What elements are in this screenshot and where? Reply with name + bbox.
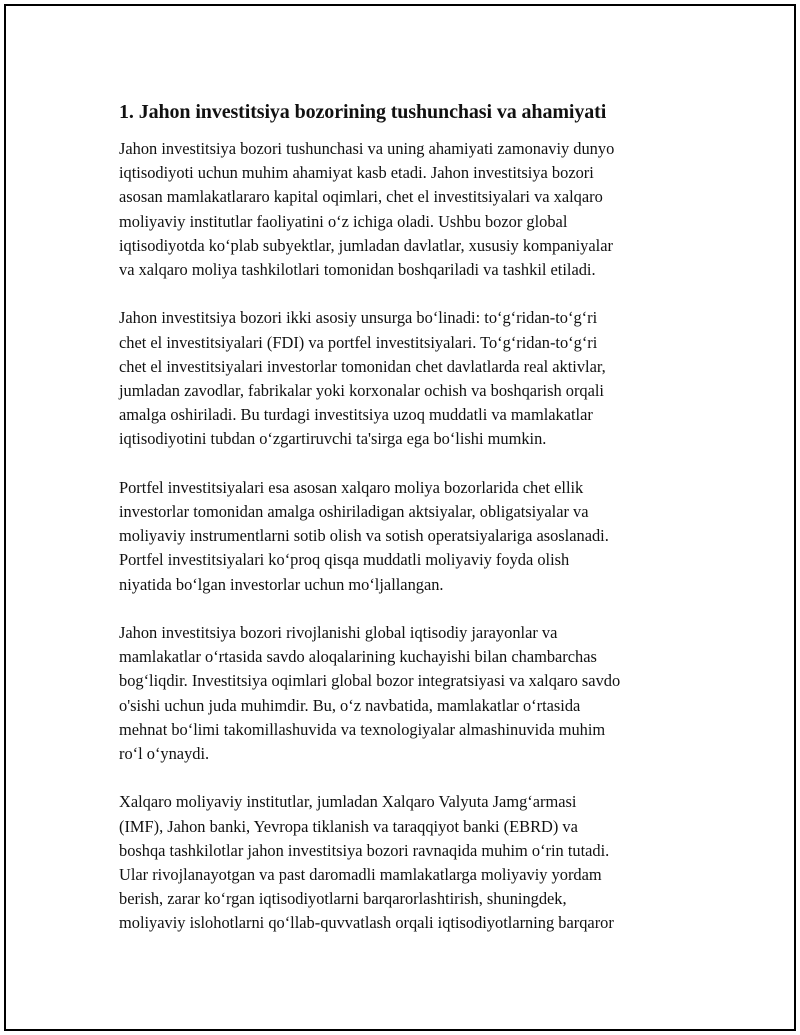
paragraph-1: Jahon investitsiya bozori tushunchasi va uning ahamiyati zamonaviy dunyo iqtisodiyoti uchun muhim ahamiyat kasb etadi. Jahon investitsiya bozori asosan mamlakatlararo kapital oqimlari, chet el investitsiyalari va xalqaro moliyaviy institutlar faoliyatini o‘z ichiga oladi. Ushbu bozor global iqtisodiyotda ko‘plab subyektlar, jumladan davlatlar, xususiy kompaniyalar va xalqaro moliya tashkilotlari tomonidan boshqariladi va tashkil etiladi.: [119, 139, 615, 280]
paragraph-5: Xalqaro moliyaviy institutlar, jumladan Xalqaro Valyuta Jamg‘armasi (IMF), Jahon banki, Yevropa tiklanish va taraqqiyot banki (EBRD) va boshqa tashkilotlar jahon investitsiya bozori ravnaqida muhim o‘rin tutadi. Ular rivojlanayotgan va past daromadli mamlakatlarga moliyaviy yordam berish, zarar ko‘rgan iqtisodiyotlarni barqarorlashtirish, shuningdek, moliyaviy islohotlarni qo‘llab-quvvatlash orqali iqtisodiyotlarning barqaror: [119, 792, 614, 933]
paragraph-4: Jahon investitsiya bozori rivojlanishi global iqtisodiy jarayonlar va mamlakatlar o‘rtasida savdo aloqalarining kuchayishi bilan chambarchas bog‘liqdir. Investitsiya oqimlari global bozor integratsiyasi va xalqaro savdo o'sishi uchun juda muhimdir. Bu, o‘z navbatida, mamlakatlar o‘rtasida mehnat bo‘limi takomillashuvida va texnologiyalar almashinuvida muhim ro‘l o‘ynaydi.: [119, 623, 621, 764]
paragraph-2: Jahon investitsiya bozori ikki asosiy unsurga bo‘linadi: to‘g‘ridan-to‘g‘ri chet el investitsiyalari (FDI) va portfel investitsiyalari. To‘g‘ridan-to‘g‘ri chet el investitsiyalari investorlar tomonidan chet davlatlarda real aktivlar, jumladan zavodlar, fabrikalar yoki korxonalar ochish va boshqarish orqali amalga oshiriladi. Bu turdagi investitsiya uzoq muddatli va mamlakatlar iqtisodiyotini tubdan o‘zgartiruvchi ta'sirga ega bo‘lishi mumkin.: [119, 308, 606, 449]
section-title: 1. Jahon investitsiya bozorining tushunchasi va ahamiyati: [119, 101, 607, 123]
paragraph-3: Portfel investitsiyalari esa asosan xalqaro moliya bozorlarida chet ellik investorlar tomonidan amalga oshiriladigan aktsiyalar, obligatsiyalar va moliyaviy instrumentlarni sotib olish va sotish operatsiyalariga asoslanadi. Portfel investitsiyalari ko‘proq qisqa muddatli moliyaviy foyda olish niyatida bo‘lgan investorlar uchun mo‘ljallangan.: [119, 477, 609, 594]
document-page: [4, 4, 796, 1031]
document-body: [119, 99, 691, 960]
